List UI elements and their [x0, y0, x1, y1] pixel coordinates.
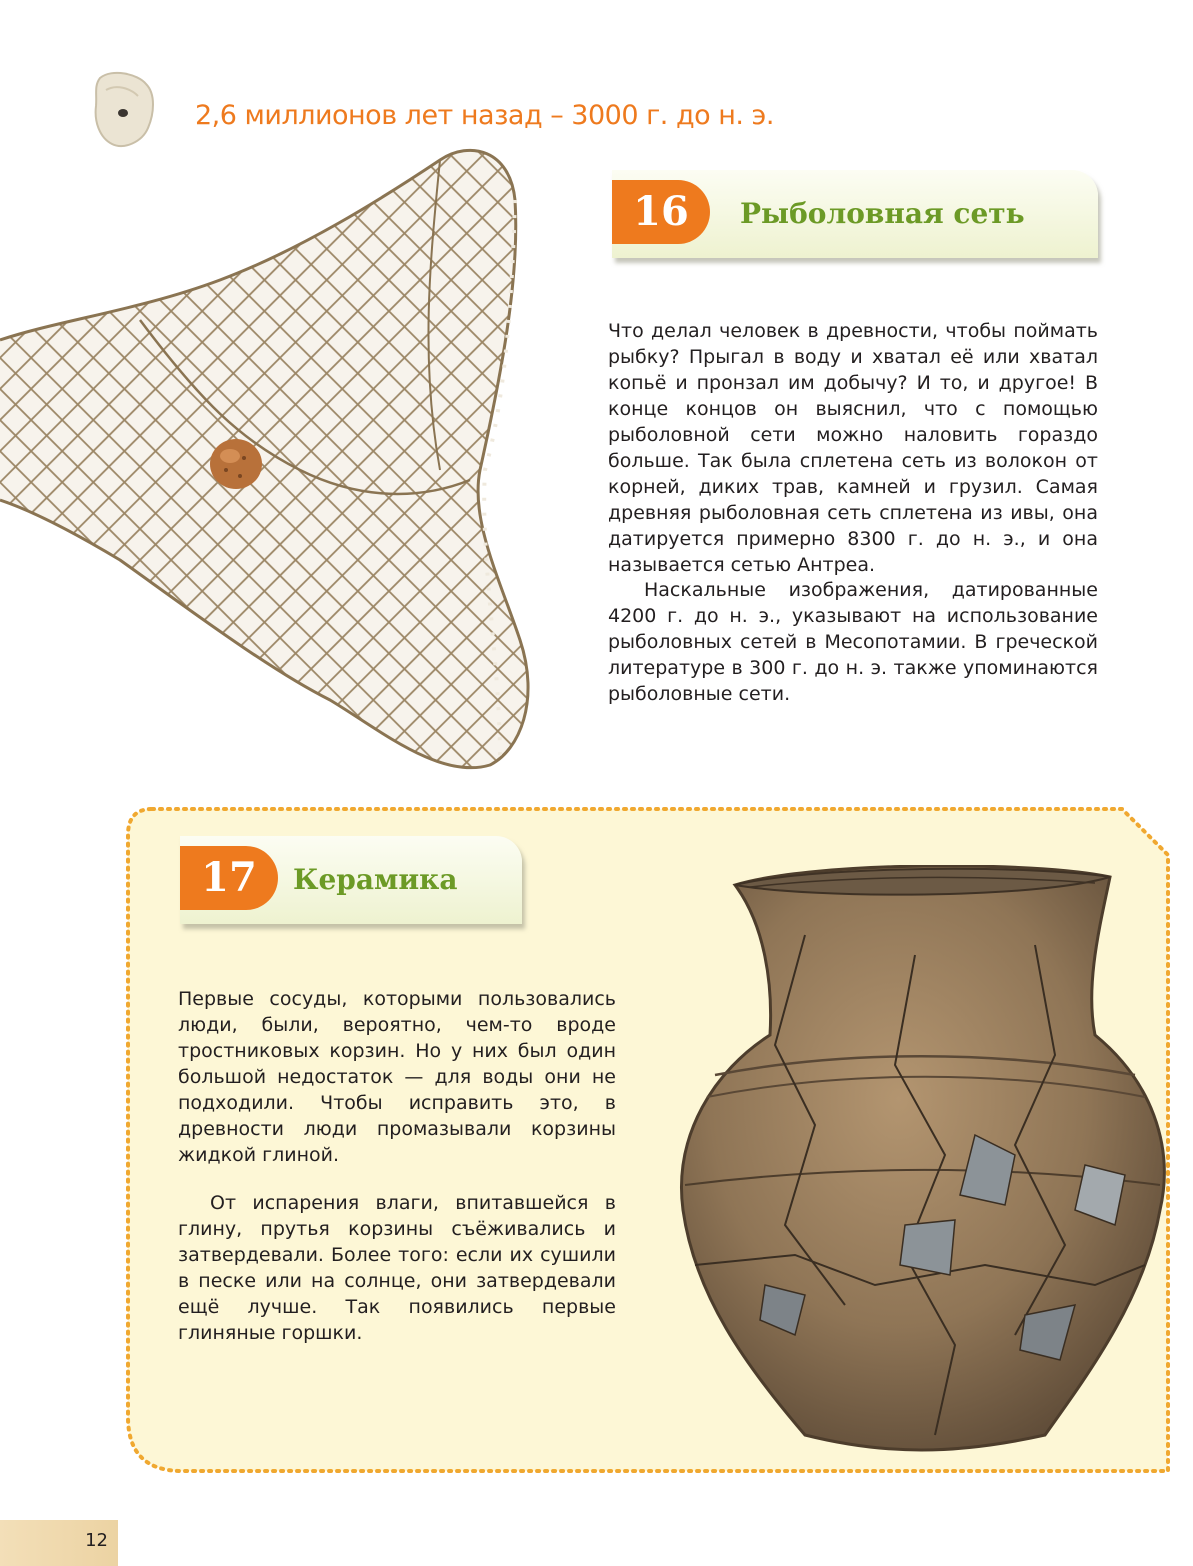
section-16-title: Рыболовная сеть [740, 197, 1025, 230]
page-number: 12 [85, 1530, 108, 1551]
section-16-paragraph-2: Наскальные изображения, датированные 4200 г. до н. э., указывают на использование рыболовных сетей в Месопотамии. В греческой литературе в 300 г. до н. э. также упоминаются рыболовные сети. [608, 579, 1098, 705]
page-number-tab [0, 1520, 118, 1566]
clay-pot-illustration [655, 865, 1185, 1455]
section-17-title: Керамика [293, 863, 458, 896]
section-16-number: 16 [612, 180, 710, 244]
section-17-number: 17 [180, 846, 278, 910]
section-17-paragraph-1: Первые сосуды, которыми пользовались люди, были, вероятно, чем-то вроде тростниковых корзин. Но у них был один большой недостаток — для воды они не подходили. Чтобы исправить это, в древности люди промазывали корзины жидкой глиной. [178, 988, 616, 1166]
era-heading: 2,6 миллионов лет назад – 3000 г. до н. э. [195, 100, 774, 131]
section-17-heading [180, 836, 522, 924]
stone-tool-icon [90, 70, 160, 150]
section-16-heading [612, 170, 1098, 258]
fishing-net-illustration [0, 140, 560, 790]
section-16-paragraph-1: Что делал человек в древности, чтобы поймать рыбку? Прыгал в воду и хватал её или хватал копьё и пронзал им добычу? И то, и другое! В конце концов он выяснил, что с помощью рыболовной сети можно наловить гораздо больше. Так была сплетена сеть из волокон от корней, диких трав, камней и грузил. Самая древняя рыболовная сеть сплетена из ивы, она датируется примерно 8300 г. до н. э., и она называется сетью Антреа. [608, 320, 1098, 576]
section-17-paragraph-2: От испарения влаги, впитавшейся в глину, прутья корзины съёживались и затвердевали. Более того: если их сушили в песке или на солнце, они затвердевали ещё лучше. Так появились первые глиняные горшки. [178, 1192, 616, 1344]
